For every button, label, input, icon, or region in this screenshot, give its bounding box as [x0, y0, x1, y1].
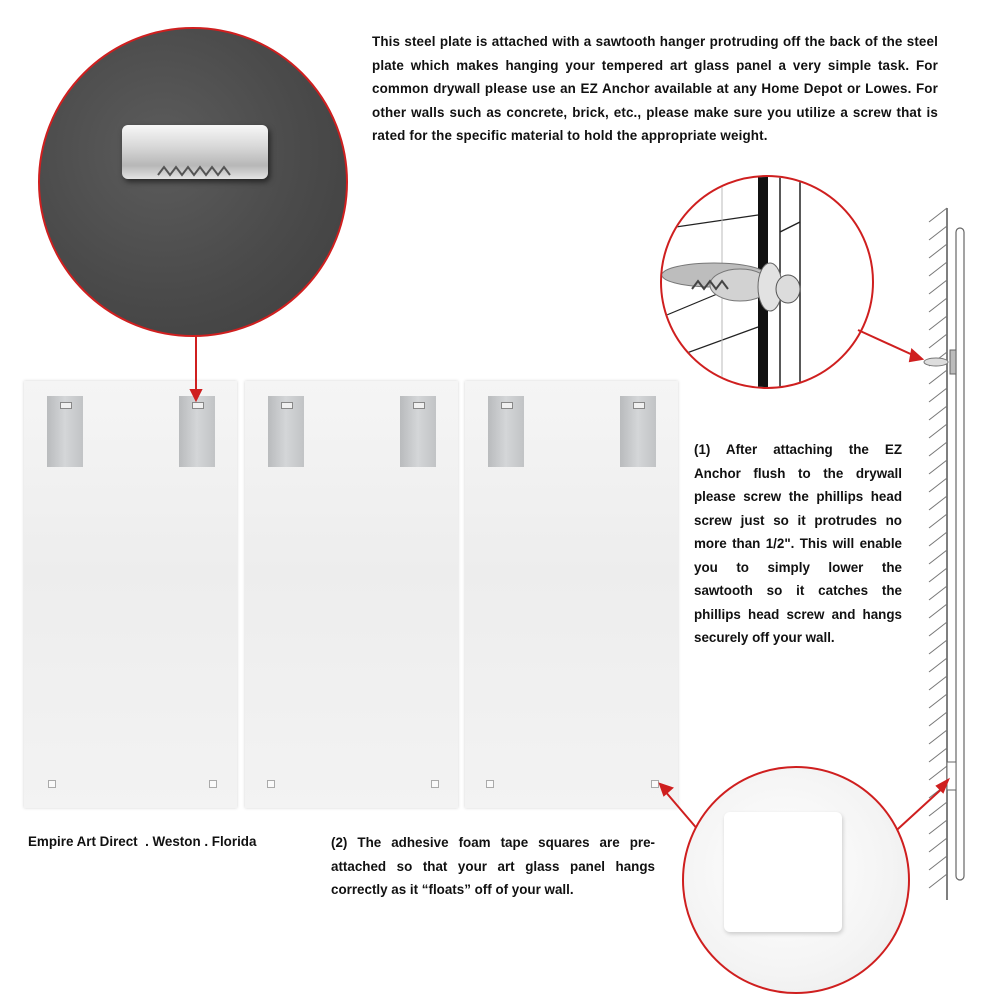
sawtooth-hanger-zoom	[38, 27, 348, 337]
step2-instructions: (2) The adhesive foam tape squares are pre-attached so that your art glass panel hangs correctly as it “floats” off of your wall.	[331, 835, 655, 897]
steel-plate	[620, 396, 656, 467]
steel-plate	[488, 396, 524, 467]
steel-plate	[47, 396, 83, 467]
foam-tape-zoom	[682, 766, 910, 994]
glass-panel-middle	[245, 381, 458, 808]
foam-pad	[209, 780, 217, 788]
glass-panel-left	[24, 381, 237, 808]
company-footer: Empire Art Direct . Weston . Florida	[28, 834, 257, 849]
foam-pad	[431, 780, 439, 788]
glass-panel-right	[465, 381, 678, 808]
foam-pad	[267, 780, 275, 788]
foam-pad	[48, 780, 56, 788]
steel-plate	[400, 396, 436, 467]
ez-anchor-diagram	[662, 177, 872, 387]
foam-tape-square	[724, 812, 842, 932]
steel-plate	[179, 396, 215, 467]
sawtooth-teeth-icon	[40, 29, 346, 335]
step1-instructions: (1) After attaching the EZ Anchor flush to the drywall please screw the phillips head screw just so it protrudes no more than 1/2". This will enable you to simply lower the sawtooth so it catches the phillips head screw and hangs securely off your wall.	[694, 442, 902, 645]
foam-pad	[486, 780, 494, 788]
steel-plate	[268, 396, 304, 467]
ez-anchor-zoom	[660, 175, 874, 389]
foam-pad	[651, 780, 659, 788]
intro-paragraph: This steel plate is attached with a sawtooth hanger protruding off the back of the steel plate which makes hanging your tempered art glass panel a very simple task. For common drywall please use an EZ Anchor available at any Home Depot or Lowes. For other walls such as concrete, brick, etc., please make sure you utilize a screw that is rated for the specific material to hold the appropriate weight.	[372, 34, 938, 143]
